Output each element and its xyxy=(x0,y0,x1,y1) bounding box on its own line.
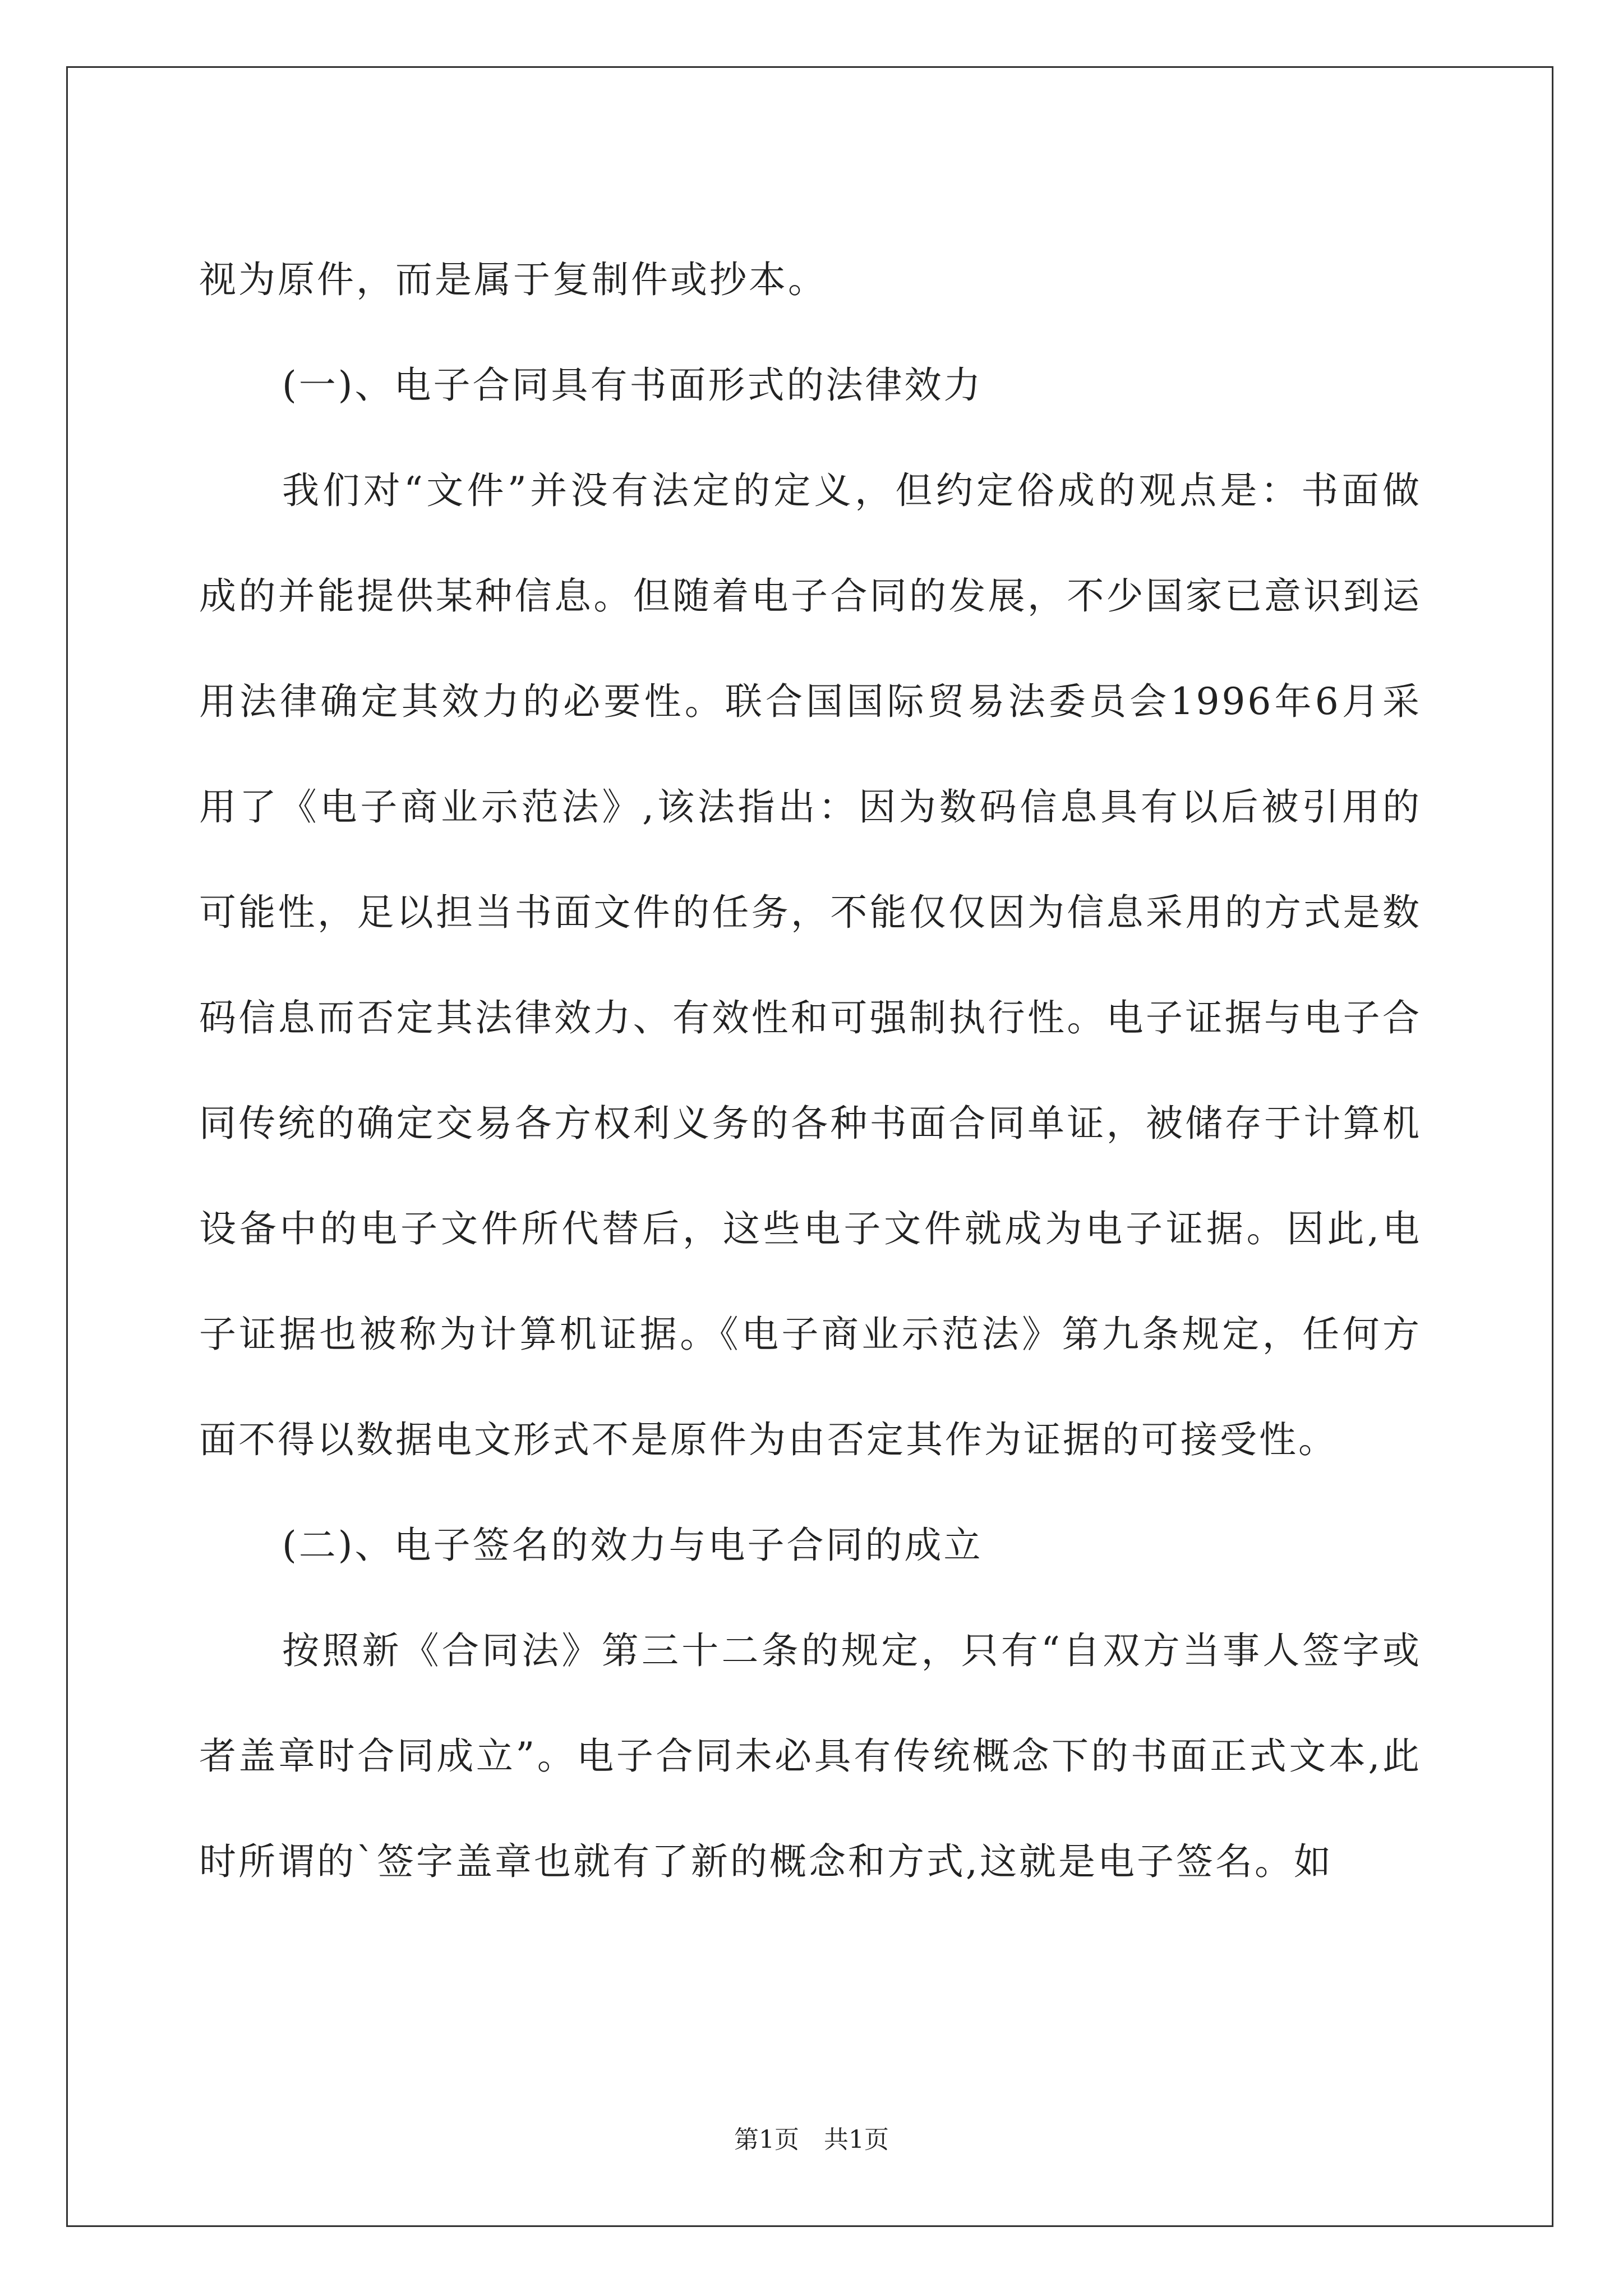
section-heading-2: (二)、电子签名的效力与电子合同的成立 xyxy=(282,1524,983,1567)
section-heading-1: (一)、电子合同具有书面形式的法律效力 xyxy=(282,364,983,407)
paragraph-continuation: 视为原件，而是属于复制件或抄本。 xyxy=(199,258,827,301)
paragraph-electronic-contract-validity: 我们对“文件”并没有法定的定义，但约定俗成的观点是：书面做成的并能提供某种信息。但随着电子合同的发展，不少国家已意识到运用法律确定其效力的必要性。联合国国际贸易法委员会1996年6月采用了《电子商业示范法》,该法指出：因为数码信息具有以后被引用的可能性，足以担当书面文件的任务，不能仅仅因为信息采用的方式是数码信息而否定其法律效力、有效性和可强制执行性。电子证据与电子合同传统的确定交易各方权利义务的各种书面合同单证，被储存于计算机设备中的电子文件所代替后，这些电子文件就成为电子证据。因此,电子证据也被称为计算机证据。《电子商业示范法》第九条规定，任何方面不得以数据电文形式不是原件为由否定其作为证据的可接受性。 xyxy=(199,469,1422,1461)
paragraph-electronic-signature: 按照新《合同法》第三十二条的规定，只有“自双方当事人签字或者盖章时合同成立”。电子合同未必具有传统概念下的书面正式文本,此时所谓的`签字盖章也就有了新的概念和方式,这就是电子签名。如 xyxy=(199,1629,1422,1883)
document-body xyxy=(199,227,1422,1915)
page-number: 第1页 共1页 xyxy=(734,2125,889,2154)
